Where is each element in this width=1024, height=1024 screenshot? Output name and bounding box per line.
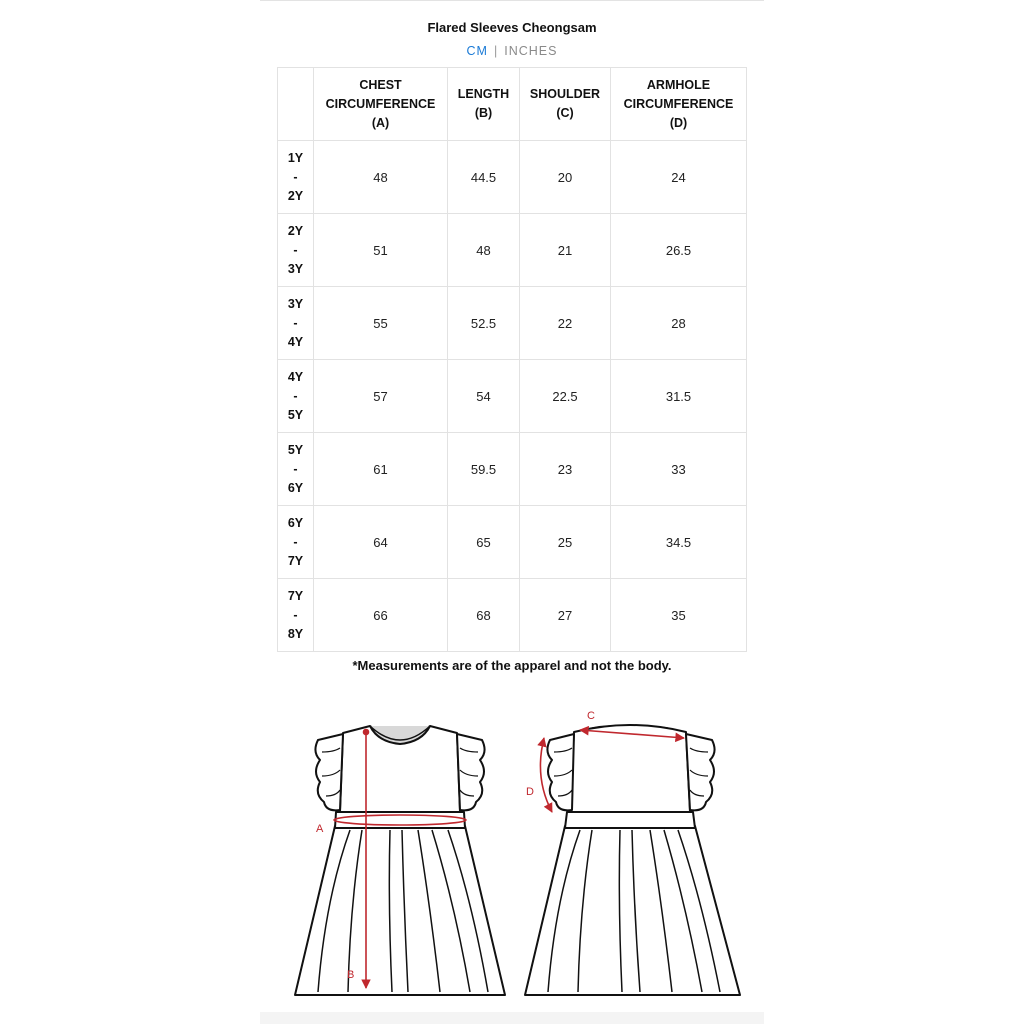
unit-separator: | — [493, 44, 499, 58]
length-value: 48 — [448, 214, 520, 287]
shoulder-value: 22 — [520, 287, 611, 360]
back-bodice — [570, 725, 690, 812]
armhole-value: 35 — [611, 579, 747, 652]
chest-value: 61 — [314, 433, 448, 506]
shoulder-value: 23 — [520, 433, 611, 506]
shoulder-value: 20 — [520, 141, 611, 214]
label-b: B — [347, 969, 355, 981]
size-label: 1Y - 2Y — [278, 141, 314, 214]
size-label: 2Y - 3Y — [278, 214, 314, 287]
unit-inches-tab[interactable]: INCHES — [504, 44, 558, 58]
length-value: 52.5 — [448, 287, 520, 360]
chest-value: 57 — [314, 360, 448, 433]
product-title: Flared Sleeves Cheongsam — [427, 20, 597, 35]
chest-value: 64 — [314, 506, 448, 579]
length-value: 44.5 — [448, 141, 520, 214]
back-dress-illustration — [525, 725, 740, 995]
back-right-sleeve — [686, 734, 715, 810]
size-label: 3Y - 4Y — [278, 287, 314, 360]
armhole-value: 31.5 — [611, 360, 747, 433]
back-waistband — [565, 812, 695, 828]
size-label: 6Y - 7Y — [278, 506, 314, 579]
shoulder-value: 27 — [520, 579, 611, 652]
length-value: 68 — [448, 579, 520, 652]
shoulder-value: 22.5 — [520, 360, 611, 433]
shoulder-value: 25 — [520, 506, 611, 579]
chest-header: CHEST CIRCUMFERENCE (A) — [314, 68, 448, 141]
label-c: C — [587, 710, 595, 722]
armhole-value: 26.5 — [611, 214, 747, 287]
length-value: 65 — [448, 506, 520, 579]
length-value: 54 — [448, 360, 520, 433]
shoulder-header: SHOULDER (C) — [520, 68, 611, 141]
measurement-note: *Measurements are of the apparel and not the body. — [352, 658, 672, 673]
chest-value: 48 — [314, 141, 448, 214]
armhole-value: 28 — [611, 287, 747, 360]
unit-cm-tab[interactable]: CM — [466, 44, 488, 58]
size-label: 5Y - 6Y — [278, 433, 314, 506]
armhole-value: 34.5 — [611, 506, 747, 579]
armhole-value: 24 — [611, 141, 747, 214]
shoulder-value: 21 — [520, 214, 611, 287]
front-skirt — [295, 826, 505, 995]
chest-value: 51 — [314, 214, 448, 287]
label-d: D — [526, 786, 534, 798]
chest-value: 66 — [314, 579, 448, 652]
size-label: 7Y - 8Y — [278, 579, 314, 652]
chest-value: 55 — [314, 287, 448, 360]
armhole-value: 33 — [611, 433, 747, 506]
size-label: 4Y - 5Y — [278, 360, 314, 433]
front-right-sleeve — [457, 734, 485, 810]
front-left-sleeve — [315, 734, 343, 810]
length-header: LENGTH (B) — [448, 68, 520, 141]
armhole-header: ARMHOLE CIRCUMFERENCE (D) — [611, 68, 747, 141]
front-dress-illustration — [295, 726, 505, 995]
length-value: 59.5 — [448, 433, 520, 506]
label-a: A — [316, 823, 324, 835]
